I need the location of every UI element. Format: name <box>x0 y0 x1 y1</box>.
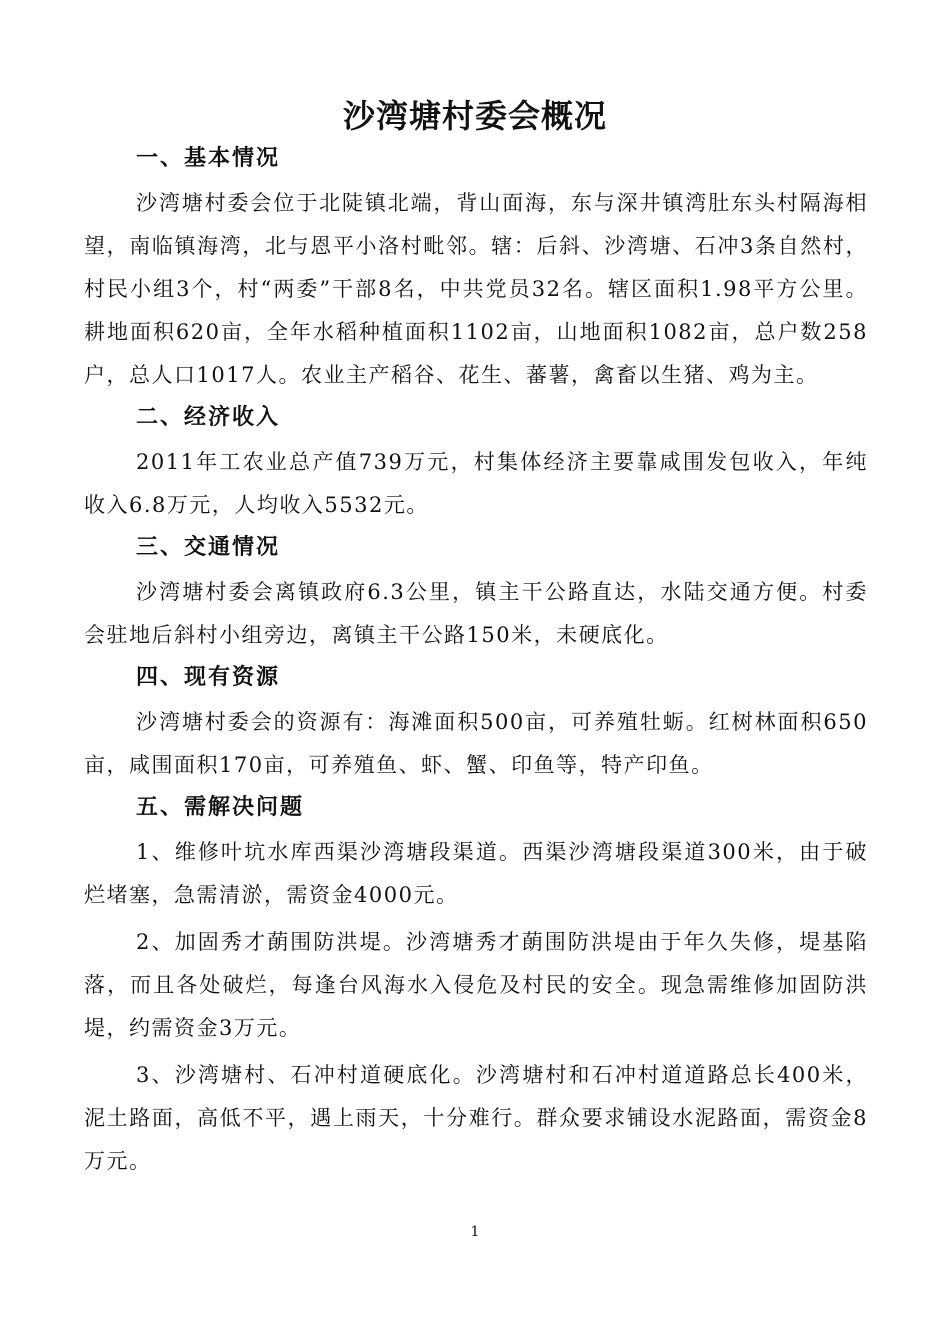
section-heading: 一、基本情况 <box>136 146 281 171</box>
section-problems <box>84 791 868 1183</box>
page-number: 1 <box>470 1224 480 1240</box>
paragraph: 沙湾塘村委会离镇政府6.3公里，镇主干公路直达，水陆交通方便。村委会驻地后斜村小组旁边，离镇主干公路150米，未硬底化。 <box>84 580 868 647</box>
section-basic-info <box>84 142 868 397</box>
problem-item-2: 2、加固秀才蓢围防洪堤。沙湾塘秀才蓢围防洪堤由于年久失修，堤基陷落，而且各处破烂，每逢台风海水入侵危及村民的安全。现急需维修加固防洪堤，约需资金3万元。 <box>84 930 868 1040</box>
problem-item-3: 3、沙湾塘村、石冲村道硬底化。沙湾塘村和石冲村道道路总长400米，泥土路面，高低不平，遇上雨天，十分难行。群众要求铺设水泥路面，需资金8万元。 <box>84 1063 868 1173</box>
problem-item-1: 1、维修叶坑水库西渠沙湾塘段渠道。西渠沙湾塘段渠道300米，由于破烂堵塞，急需清淤，需资金4000元。 <box>84 840 868 907</box>
paragraph: 沙湾塘村委会位于北陡镇北端，背山面海，东与深井镇湾肚东头村隔海相望，南临镇海湾，北与恩平小洛村毗邻。辖：后斜、沙湾塘、石冲3条自然村，村民小组3个，村“两委”干部8名，中共党员32名。辖区面积1.98平方公里。耕地面积620亩，全年水稻种植面积1102亩，山地面积1082亩，总户数258户，总人口1017人。农业主产稻谷、花生、蕃薯，禽畜以生猪、鸡为主。 <box>84 191 868 387</box>
section-heading: 五、需解决问题 <box>136 795 305 820</box>
section-resources <box>84 661 868 787</box>
section-transport <box>84 531 868 657</box>
paragraph: 2011年工农业总产值739万元，村集体经济主要靠咸围发包收入，年纯收入6.8万元，人均收入5532元。 <box>84 450 868 517</box>
section-heading: 二、经济收入 <box>136 405 281 430</box>
section-heading: 四、现有资源 <box>136 665 281 690</box>
document-body <box>84 142 868 1187</box>
paragraph: 沙湾塘村委会的资源有：海滩面积500亩，可养殖牡蛎。红树林面积650亩，咸围面积170亩，可养殖鱼、虾、蟹、印鱼等，特产印鱼。 <box>84 710 868 777</box>
section-heading: 三、交通情况 <box>136 535 281 560</box>
page-title: 沙湾塘村委会概况 <box>342 97 607 135</box>
section-economic-income <box>84 401 868 527</box>
